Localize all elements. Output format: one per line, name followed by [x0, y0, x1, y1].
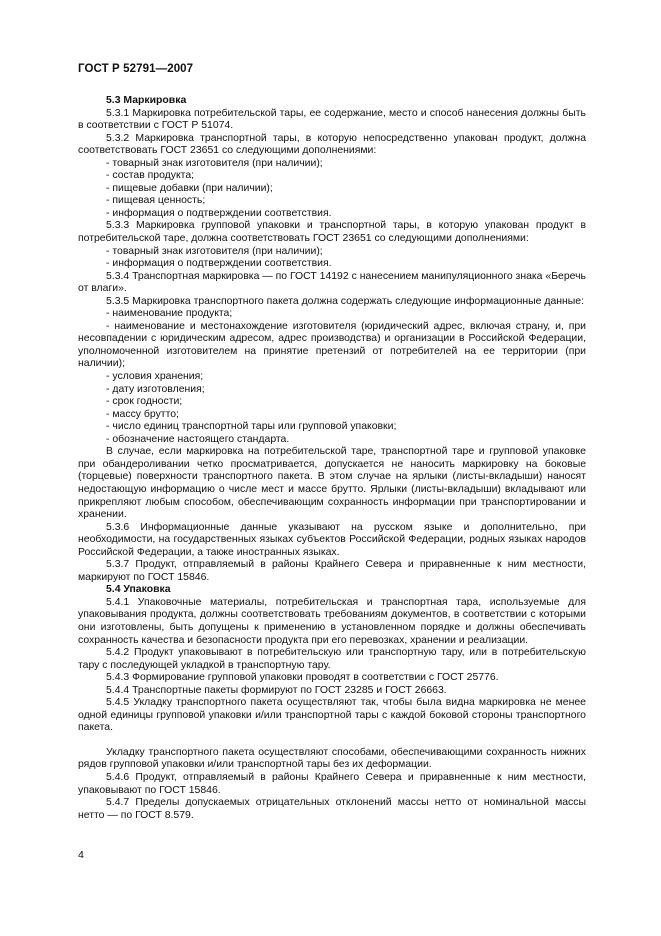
list-item: - число единиц транспортной тары или групповой упаковки; — [106, 421, 397, 433]
paragraph-5-4-7: 5.4.7 Пределы допускаемых отрицательных отклонений массы нетто от номинальной массы нетто — по ГОСТ 8.579. — [78, 797, 586, 821]
list-item: - информация о подтверждении соответствия. — [106, 258, 332, 270]
document-body — [78, 95, 586, 822]
page-number: 4 — [78, 849, 84, 861]
paragraph-5-3-4: 5.3.4 Транспортная маркировка — по ГОСТ 14192 с нанесением манипуляционного знака «Беречь от влаги». — [78, 270, 586, 295]
paragraph-5-4-5: 5.4.5 Укладку транспортного пакета осуществляют так, чтобы была видна маркировка не менее одной единицы групповой упаковки и/или транспортной тары с каждой боковой стороны транспортного пакета. — [78, 697, 586, 734]
list-item: - состав продукта; — [106, 170, 195, 182]
paragraph-5-3-2: 5.3.2 Маркировка транспортной тары, в которую непосредственно упакован продукт, должна соответствовать ГОСТ 23651 со следующими дополнениями: — [78, 132, 586, 157]
paragraph-5-3-7: 5.3.7 Продукт, отправляемый в районы Крайнего Севера и приравненные к ним местности, маркируют по ГОСТ 15846. — [78, 559, 586, 583]
list-item: - товарный знак изготовителя (при наличии); — [106, 157, 323, 169]
list-item: - пищевые добавки (при наличии); — [106, 182, 273, 194]
paragraph-5-4-4: 5.4.4 Транспортные пакеты формируют по ГОСТ 23285 и ГОСТ 26663. — [106, 684, 447, 696]
paragraph-5-3-5-manufacturer: - наименование и местонахождение изготовителя (юридический адрес, включая страну, и, при несовпадении с юридическим адресом, адрес производства) и организации в Российской Федерации, уполномоченной изготовителем на принятие претензий от потребителей на ее территории (при наличии); — [78, 320, 586, 370]
paragraph-5-4-5-note: Укладку транспортного пакета осуществляют способами, обеспечивающими сохранность нижних рядов групповой упаковки и/или транспортной тары без их деформации. — [78, 746, 586, 771]
section-5-4-heading: 5.4 Упаковка — [106, 584, 171, 596]
list-item: - массу брутто; — [106, 408, 179, 420]
list-item: - товарный знак изготовителя (при наличии); — [106, 245, 323, 257]
list-item: - срок годности; — [106, 396, 183, 408]
paragraph-5-4-3: 5.4.3 Формирование групповой упаковки проводят в соответствии с ГОСТ 25776. — [106, 672, 499, 684]
list-item: - дату изготовления; — [106, 383, 205, 395]
paragraph-spacer — [78, 735, 586, 747]
paragraph-5-4-2: 5.4.2 Продукт упаковывают в потребительскую или транспортную тару, или в потребительскую тару с последующей укладкой в транспортную тару. — [78, 647, 586, 671]
section-5-3-heading: 5.3 Маркировка — [106, 95, 187, 106]
paragraph-5-4-1: 5.4.1 Упаковочные материалы, потребительская и транспортная тара, используемые для упаковывания продукта, должны соответствовать требованиям документов, в соответствии с которыми они изготовлены, быть допущены к применению в установленном порядке и должны обеспечивать сохранность качества и безопасности продукта при его перевозках, хранении и реализации. — [78, 596, 586, 646]
document-header: ГОСТ Р 52791—2007 — [78, 63, 194, 75]
paragraph-5-3-3: 5.3.3 Маркировка групповой упаковки и транспортной тары, в которую упакован продукт в потребительской таре, должна соответствовать ГОСТ 23651 со следующими дополнениями: — [78, 220, 586, 245]
paragraph-5-3-5-note: В случае, если маркировка на потребительской таре, транспортной таре и групповой упаковке при обандероливании четко просматривается, допускается не наносить маркировку на боковые (торцевые) поверхности транспортного пакета. В этом случае на ярлыки (листы-вкладыши) наносят недостающую информацию о числе мест и массе брутто. Ярлыки (листы-вкладыши) вкладывают или прикрепляют любым способом, обеспечивающим сохранность информации при транспортировании и хранении. — [78, 446, 586, 521]
paragraph-5-3-5: 5.3.5 Маркировка транспортного пакета должна содержать следующие информационные данные: — [106, 295, 584, 307]
list-item: - информация о подтверждении соответствия. — [106, 207, 332, 219]
paragraph-5-4-6: 5.4.6 Продукт, отправляемый в районы Крайнего Севера и приравненные к ним местности, упаковывают по ГОСТ 15846. — [78, 771, 586, 796]
list-item: - наименование продукта; — [106, 308, 233, 320]
list-item: - пищевая ценность; — [106, 195, 206, 207]
list-item: - условия хранения; — [106, 371, 204, 383]
paragraph-5-3-1: 5.3.1 Маркировка потребительской тары, ее содержание, место и способ нанесения должны быть в соответствии с ГОСТ Р 51074. — [78, 107, 586, 132]
paragraph-5-3-6: 5.3.6 Информационные данные указывают на русском языке и дополнительно, при необходимости, на государственных языках субъектов Российской Федерации, родных языках народов Российской Федерации, а также иностранных языках. — [78, 521, 586, 558]
list-item: - обозначение настоящего стандарта. — [106, 433, 290, 445]
